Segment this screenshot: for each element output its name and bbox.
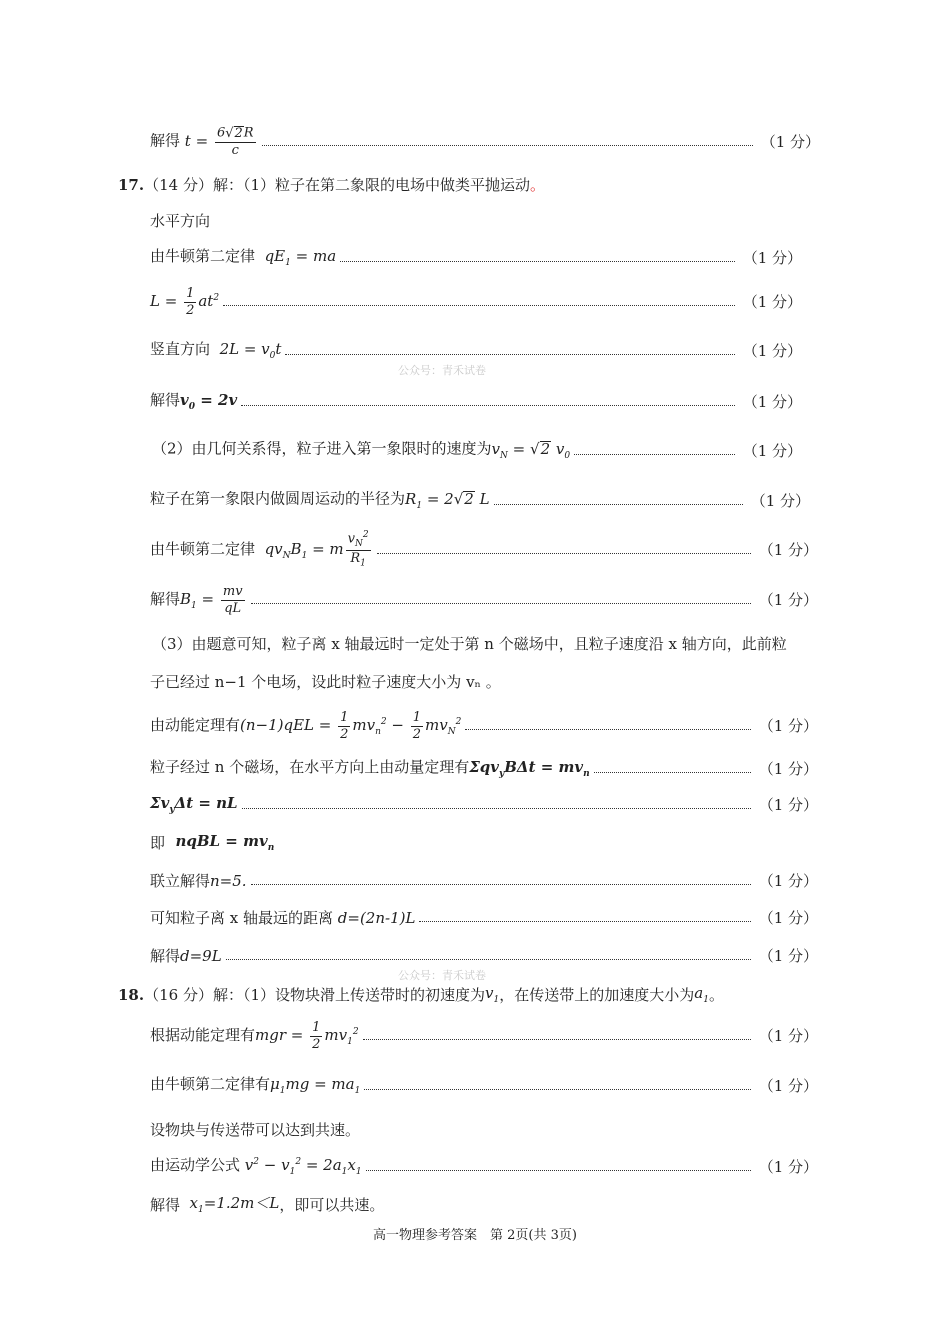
- leader-dots: [494, 504, 743, 505]
- leader-dots: [594, 772, 751, 773]
- formula: $\Sigma qv_yB\Delta t = mv_n$: [469, 757, 590, 779]
- formula: $qE_1$ = ma: [259, 246, 337, 268]
- answer-line-b1: 解得$B_1$ = $\frac{mv}{qL}$ （1 分）: [150, 583, 818, 616]
- answer-line-newton-2: 由牛顿第二定律 $qv_NB_1 = m$ $\frac{v_N^2}{R_1}$ （1 分）: [150, 529, 818, 569]
- formula: nqBL = $mv_n$: [165, 831, 275, 853]
- answer-line-radius: 粒子在第一象限内做圆周运动的半径为$R_1 = 2$ √ 2 L （1 分）: [150, 489, 810, 511]
- line-label: 解得: [150, 132, 181, 150]
- score-label: （1 分）: [758, 1026, 818, 1045]
- formula: $a_1$: [694, 983, 709, 1005]
- formula: $qv_NB_1 = m$ $\frac{v_N^2}{R_1}$: [259, 529, 369, 569]
- answer-line-vertical: 竖直方向 $2L = v_0t$ （1 分）: [150, 339, 802, 361]
- formula: (n−1)qEL = $\frac{1}{2}$ $mv_n^2$ − $\frac{1}{2}$ $mv_N^2$: [240, 709, 462, 742]
- formula: t = 6 √ 2 R c: [184, 125, 254, 158]
- score-label: （1 分）: [758, 716, 818, 735]
- score-label: （1 分）: [760, 132, 820, 151]
- leader-dots: [340, 261, 735, 262]
- score-label: （1 分）: [742, 392, 802, 411]
- answer-line-energy: 由动能定理有(n−1)qEL = $\frac{1}{2}$ $mv_n^2$ − $\frac{1}{2}$ $mv_N^2$ （1 分）: [150, 709, 818, 742]
- paragraph-part3-line2: 子已经过 n−1 个电场，设此时粒子速度大小为 vₙ 。: [150, 672, 501, 691]
- answer-line-16-t: [150, 127, 820, 157]
- answer-line-friction: 由牛顿第二定律有$\mu_1mg = ma_1$ （1 分）: [150, 1074, 818, 1096]
- formula: $\mu_1mg = ma_1$: [270, 1074, 361, 1096]
- leader-dots: [419, 921, 750, 922]
- text-horizontal-direction: 水平方向: [150, 211, 211, 230]
- formula: $2L = v_0t$: [214, 339, 282, 361]
- answer-line-newton-1: 由牛顿第二定律 $qE_1$ = ma （1 分）: [150, 246, 802, 268]
- answer-line-d-expr: 可知粒子离 x 轴最远的距离 d=(2n-1)L （1 分）: [150, 908, 818, 927]
- formula: L = $\frac{1}{2}$ $at^2$: [150, 285, 220, 318]
- score-label: （1 分）: [758, 540, 818, 559]
- answer-line-energy-18: 根据动能定理有mgr = $\frac{1}{2}$ $mv_1^2$ （1 分）: [150, 1019, 818, 1052]
- question-text: （14 分）解：（1）粒子在第二象限的电场中做类平抛运动: [144, 175, 531, 194]
- answer-line-kinematics: 由运动学公式 $v^2 - v_1^2 = 2a_1x_1$ （1 分）: [150, 1155, 818, 1177]
- score-label: （1 分）: [758, 871, 818, 890]
- answer-line-momentum: 粒子经过 n 个磁场，在水平方向上由动量定理有$\Sigma qv_yB\Delta t = mv_n$ （1 分）: [150, 757, 818, 779]
- score-label: （1 分）: [758, 795, 818, 814]
- leader-dots: [251, 603, 751, 604]
- score-label: （1 分）: [758, 1076, 818, 1095]
- leader-dots: [251, 884, 751, 885]
- answer-line-v0: 解得$v_0 = 2v$ （1 分）: [150, 390, 802, 412]
- leader-dots: [241, 405, 735, 406]
- score-label: （1 分）: [758, 908, 818, 927]
- red-mark: 。: [530, 175, 546, 194]
- score-label: （1 分）: [758, 946, 818, 965]
- formula: $\Sigma v_y\Delta t$ = nL: [150, 793, 238, 815]
- formula: $B_1$ = $\frac{mv}{qL}$: [180, 583, 243, 616]
- score-label: （1 分）: [742, 248, 802, 267]
- fraction: 6 √ 2 R c: [216, 125, 254, 158]
- formula: $x_1=1.2m<L$: [180, 1193, 280, 1215]
- formula: d=(2n-1)L: [333, 908, 416, 927]
- watermark-2: 公众号：青禾试卷: [398, 969, 486, 982]
- question-number: 18.: [118, 985, 145, 1004]
- formula: $v_0 = 2v$: [180, 390, 238, 412]
- text-ji: 即 nqBL = $mv_n$: [150, 831, 275, 853]
- formula: $v_1$: [485, 983, 500, 1005]
- score-label: （1 分）: [742, 441, 802, 460]
- page-footer: 高一物理参考答案 第 2页(共 3页): [373, 1228, 577, 1243]
- watermark: 公众号：青禾试卷: [398, 364, 486, 377]
- formula: d=9L: [180, 946, 222, 965]
- formula: mgr = $\frac{1}{2}$ $mv_1^2$: [255, 1019, 359, 1052]
- answer-line-vn: （2）由几何关系得，粒子进入第一象限时的速度为$v_N$ = √ 2 $v_0$ （1 分）: [152, 439, 802, 461]
- leader-dots: [285, 354, 734, 355]
- leader-dots: [574, 454, 735, 455]
- answer-line-d-value: 解得d=9L （1 分）: [150, 946, 818, 965]
- leader-dots: [262, 145, 753, 146]
- answer-line-sum: [150, 795, 818, 815]
- score-label: （1 分）: [758, 1157, 818, 1176]
- leader-dots: [363, 1039, 751, 1040]
- text-result-x1: 解得 $x_1=1.2m<L$ ，即可以共速。: [150, 1193, 385, 1215]
- question-17-heading: [118, 175, 545, 195]
- formula: n=5.: [210, 871, 247, 890]
- leader-dots: [366, 1170, 751, 1171]
- formula: $v_N$ = √ 2 $v_0$: [491, 439, 571, 461]
- score-label: （1 分）: [750, 491, 810, 510]
- leader-dots: [465, 729, 750, 730]
- score-label: （1 分）: [758, 759, 818, 778]
- score-label: （1 分）: [742, 292, 802, 311]
- leader-dots: [364, 1089, 750, 1090]
- score-label: （1 分）: [758, 590, 818, 609]
- answer-line-displacement: [150, 284, 802, 320]
- leader-dots: [242, 808, 751, 809]
- score-label: （1 分）: [742, 341, 802, 360]
- paragraph-part3-line1: （3）由题意可知，粒子离 x 轴最远时一定处于第 n 个磁场中，且粒子速度沿 x 轴方向，此前粒: [152, 634, 787, 653]
- formula: $R_1 = 2$ √ 2 L: [405, 489, 490, 511]
- question-text: （16 分）解：（1）设物块滑上传送带时的初速度为: [144, 985, 486, 1004]
- answer-line-n: 联立解得n=5. （1 分）: [150, 871, 818, 890]
- text-common-speed: 设物块与传送带可以达到共速。: [150, 1120, 361, 1139]
- leader-dots: [226, 959, 751, 960]
- question-18-heading: 18. （16 分）解：（1）设物块滑上传送带时的初速度为 $v_1$ ，在传送带上的加速度大小为 $a_1$ 。: [118, 983, 724, 1005]
- question-number: 17.: [118, 175, 145, 194]
- leader-dots: [223, 305, 735, 306]
- formula: $v^2 - v_1^2 = 2a_1x_1$: [240, 1155, 362, 1177]
- leader-dots: [377, 553, 751, 554]
